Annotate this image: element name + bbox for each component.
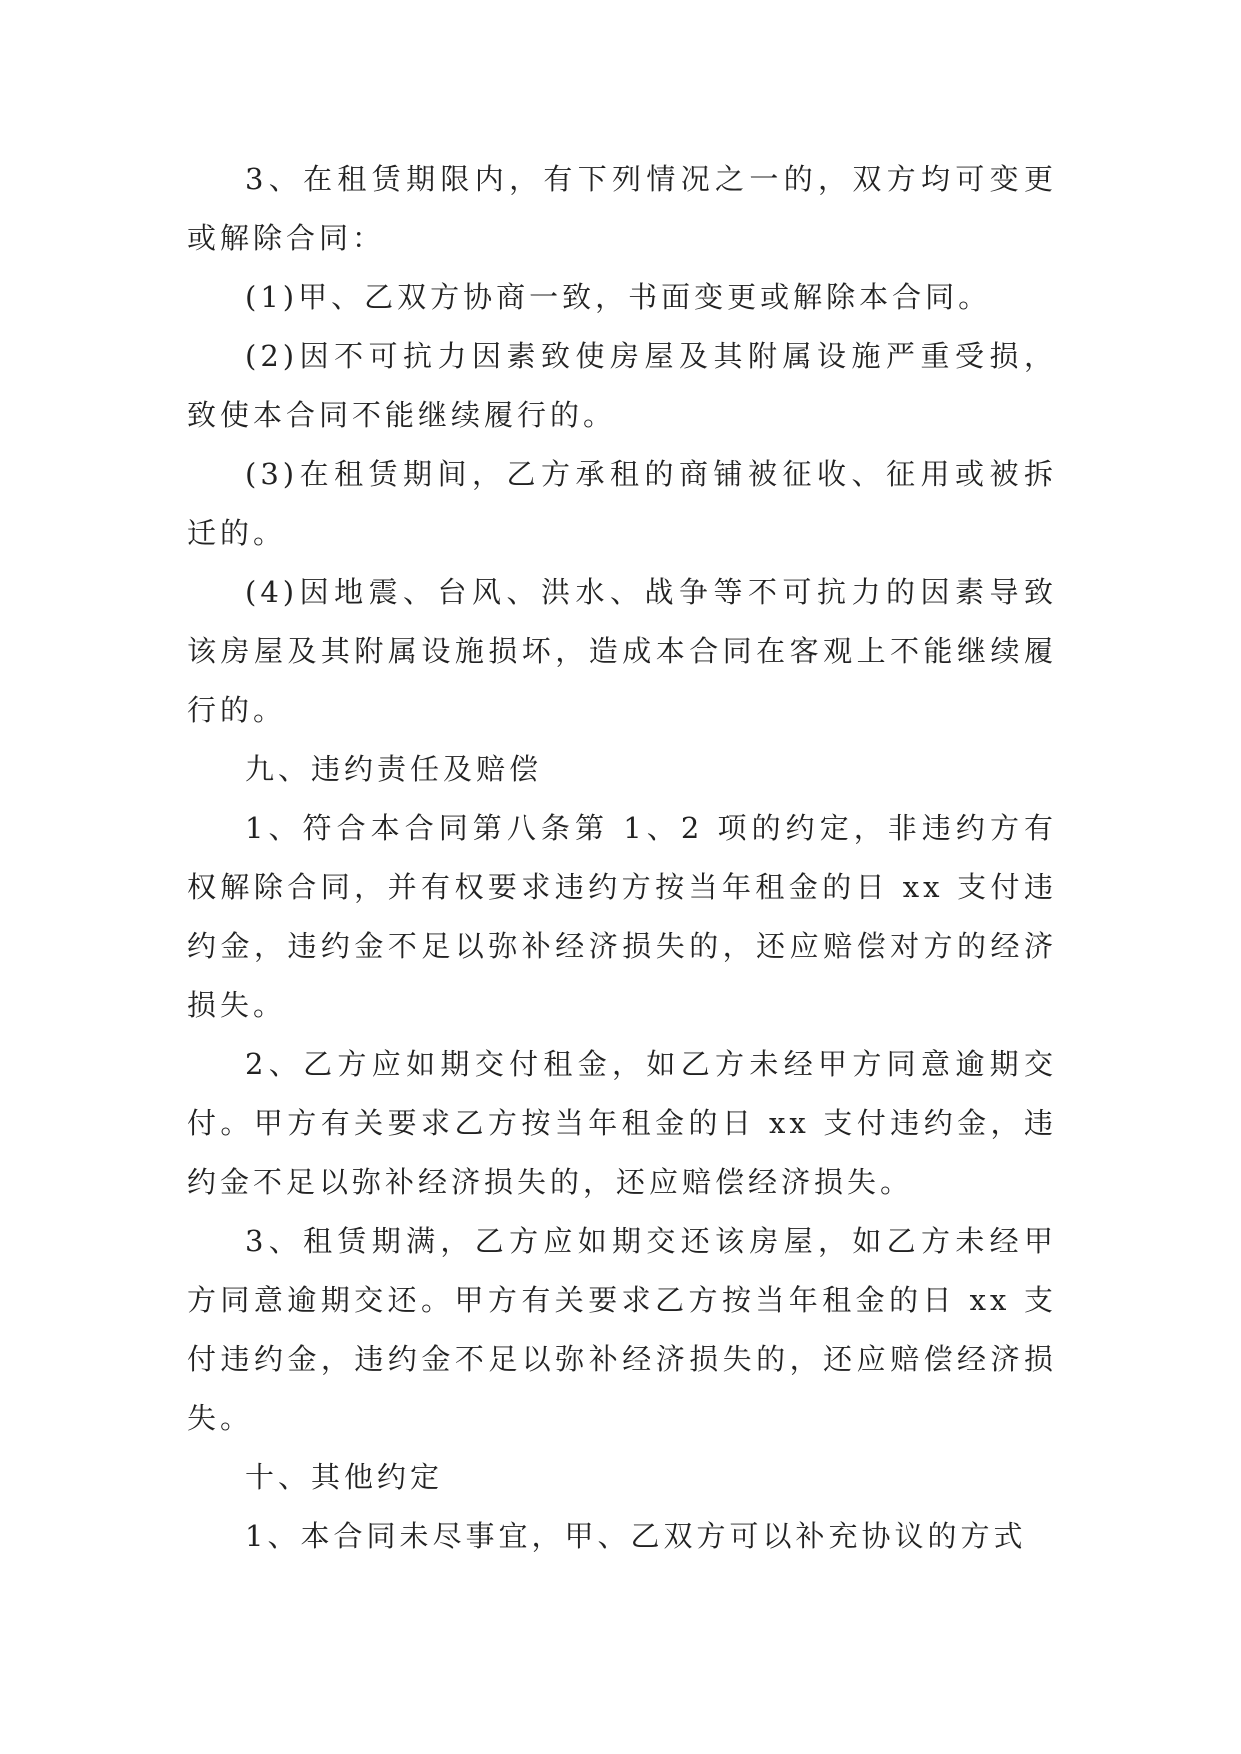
section-10-heading: 十、其他约定 — [245, 1460, 444, 1494]
clause-3-item-3: (3)在租赁期间，乙方承租的商铺被征收、征用或被拆迁的。 — [187, 457, 1057, 550]
section-9-clause-1: 1、符合本合同第八条第 1、2 项的约定，非违约方有权解除合同，并有权要求违约方按当年租金的日 xx 支付违约金，违约金不足以弥补经济损失的，还应赔偿对方的经济损失。 — [187, 811, 1057, 1022]
section-9-heading: 九、违约责任及赔偿 — [245, 752, 543, 786]
clause-3-item-1: (1)甲、乙双方协商一致，书面变更或解除本合同。 — [245, 280, 992, 314]
clause-3-item-4: (4)因地震、台风、洪水、战争等不可抗力的因素导致该房屋及其附属设施损坏，造成本合同在客观上不能继续履行的。 — [187, 575, 1057, 727]
clause-3-item-2: (2)因不可抗力因素致使房屋及其附属设施严重受损，致使本合同不能继续履行的。 — [187, 339, 1057, 432]
document-body — [187, 150, 1057, 1566]
section-9-clause-3: 3、租赁期满，乙方应如期交还该房屋，如乙方未经甲方同意逾期交还。甲方有关要求乙方按当年租金的日 xx 支付违约金，违约金不足以弥补经济损失的，还应赔偿经济损失。 — [187, 1224, 1057, 1435]
section-9-clause-2: 2、乙方应如期交付租金，如乙方未经甲方同意逾期交付。甲方有关要求乙方按当年租金的日 xx 支付违约金，违约金不足以弥补经济损失的，还应赔偿经济损失。 — [187, 1047, 1057, 1199]
section-10-clause-1: 1、本合同未尽事宜，甲、乙双方可以补充协议的方式 — [245, 1519, 1027, 1553]
clause-3-paragraph: 3、在租赁期限内，有下列情况之一的，双方均可变更或解除合同： — [187, 162, 1057, 255]
